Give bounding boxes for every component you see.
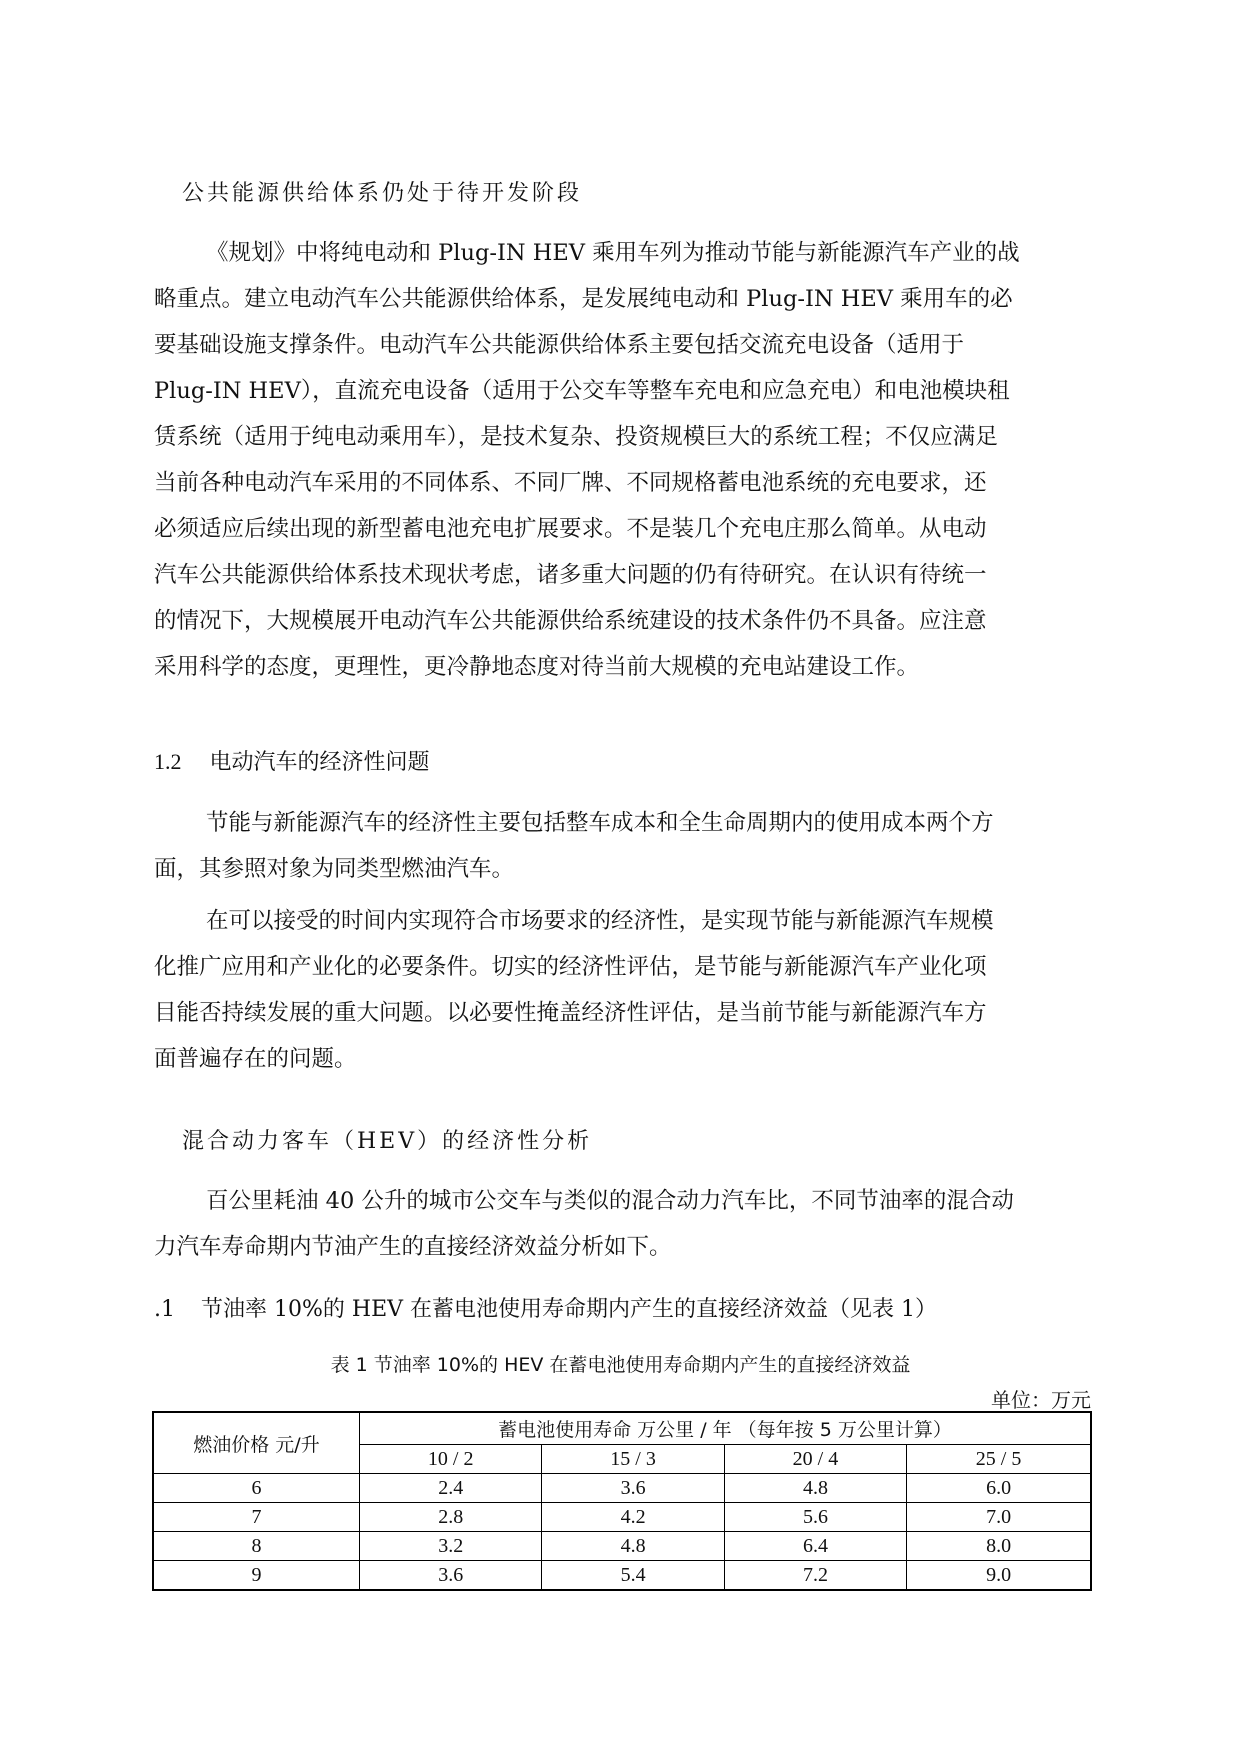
table-row <box>153 1503 1091 1532</box>
paragraph-line: 化推广应用和产业化的必要条件。切实的经济性评估，是节能与新能源汽车产业化项 <box>154 954 987 980</box>
paragraph-economics <box>154 800 1094 892</box>
table-unit: 单位：万元 <box>991 1388 1091 1412</box>
table-header-fuel-price: 燃油价格 元/升 <box>153 1412 360 1474</box>
paragraph-line: 汽车公共能源供给体系技术现状考虑，诸多重大问题的仍有待研究。在认识有待统一 <box>154 562 987 588</box>
table-cell-price: 6 <box>153 1474 360 1503</box>
table-cell: 6.0 <box>907 1474 1091 1503</box>
economic-benefit-table <box>152 1411 1092 1591</box>
table-column-header: 25 / 5 <box>907 1445 1091 1474</box>
table-cell: 4.8 <box>724 1474 906 1503</box>
subitem-text: 节油率 10%的 HEV 在蓄电池使用寿命期内产生的直接经济效益（见表 1） <box>201 1297 938 1322</box>
heading-energy-supply: 公共能源供给体系仍处于待开发阶段 <box>182 181 583 206</box>
paragraph-line: 赁系统（适用于纯电动乘用车），是技术复杂、投资规模巨大的系统工程；不仅应满足 <box>154 424 998 450</box>
table-cell: 2.8 <box>360 1503 542 1532</box>
section-title: 电动汽车的经济性问题 <box>209 750 430 775</box>
paragraph-plan <box>154 230 1094 690</box>
subitem-number: .1 <box>154 1297 175 1322</box>
section-number: 1.2 <box>154 749 182 774</box>
paragraph-line: 必须适应后续出现的新型蓄电池充电扩展要求。不是装几个充电庄那么简单。从电动 <box>154 516 987 542</box>
table-column-header: 15 / 3 <box>542 1445 724 1474</box>
paragraph-line: 目能否持续发展的重大问题。以必要性掩盖经济性评估，是当前节能与新能源汽车方 <box>154 1000 987 1026</box>
table-cell: 5.4 <box>542 1561 724 1591</box>
table-cell: 6.4 <box>724 1532 906 1561</box>
table-cell: 2.4 <box>360 1474 542 1503</box>
paragraph-line: 要基础设施支撑条件。电动汽车公共能源供给体系主要包括交流充电设备（适用于 <box>154 332 965 358</box>
paragraph-line: 采用科学的态度，更理性，更冷静地态度对待当前大规模的充电站建设工作。 <box>154 654 920 680</box>
table-caption: 表 1 节油率 10%的 HEV 在蓄电池使用寿命期内产生的直接经济效益 <box>330 1354 911 1376</box>
table-cell: 7.0 <box>907 1503 1091 1532</box>
paragraph-fuel <box>154 1178 1094 1270</box>
table-cell: 9.0 <box>907 1561 1091 1591</box>
subitem-heading <box>154 1292 937 1323</box>
table-cell: 3.2 <box>360 1532 542 1561</box>
table-row <box>153 1474 1091 1503</box>
table-cell: 5.6 <box>724 1503 906 1532</box>
table-cell: 4.8 <box>542 1532 724 1561</box>
table-row <box>153 1561 1091 1591</box>
paragraph-line: 节能与新能源汽车的经济性主要包括整车成本和全生命周期内的使用成本两个方 <box>206 810 994 836</box>
table-column-header: 20 / 4 <box>724 1445 906 1474</box>
table-cell: 4.2 <box>542 1503 724 1532</box>
table-cell-price: 9 <box>153 1561 360 1591</box>
table-cell: 7.2 <box>724 1561 906 1591</box>
table-cell-price: 8 <box>153 1532 360 1561</box>
paragraph-line: 百公里耗油 40 公升的城市公交车与类似的混合动力汽车比，不同节油率的混合动 <box>206 1188 1014 1214</box>
paragraph-line: 在可以接受的时间内实现符合市场要求的经济性，是实现节能与新能源汽车规模 <box>206 908 994 934</box>
paragraph-market <box>154 898 1094 1082</box>
heading-hev-analysis: 混合动力客车（HEV）的经济性分析 <box>182 1129 593 1154</box>
table-row <box>153 1532 1091 1561</box>
paragraph-line: 当前各种电动汽车采用的不同体系、不同厂牌、不同规格蓄电池系统的充电要求，还 <box>154 470 987 496</box>
paragraph-line: 略重点。建立电动汽车公共能源供给体系，是发展纯电动和 Plug-IN HEV 乘用车的必 <box>154 286 1013 312</box>
paragraph-line: 力汽车寿命期内节油产生的直接经济效益分析如下。 <box>154 1234 672 1260</box>
paragraph-line: 面，其参照对象为同类型燃油汽车。 <box>154 856 515 882</box>
table-header-battery-life: 蓄电池使用寿命 万公里 / 年 （每年按 5 万公里计算） <box>360 1412 1092 1445</box>
paragraph-line: 的情况下，大规模展开电动汽车公共能源供给系统建设的技术条件仍不具备。应注意 <box>154 608 987 634</box>
table-cell: 8.0 <box>907 1532 1091 1561</box>
table-cell-price: 7 <box>153 1503 360 1532</box>
section-heading <box>154 745 430 776</box>
table-cell: 3.6 <box>360 1561 542 1591</box>
paragraph-line: 面普遍存在的问题。 <box>154 1046 357 1072</box>
table-column-header: 10 / 2 <box>360 1445 542 1474</box>
paragraph-line: Plug-IN HEV），直流充电设备（适用于公交车等整车充电和应急充电）和电池模块租 <box>154 378 1010 404</box>
paragraph-line: 《规划》中将纯电动和 Plug-IN HEV 乘用车列为推动节能与新能源汽车产业的战 <box>206 240 1020 266</box>
table-cell: 3.6 <box>542 1474 724 1503</box>
